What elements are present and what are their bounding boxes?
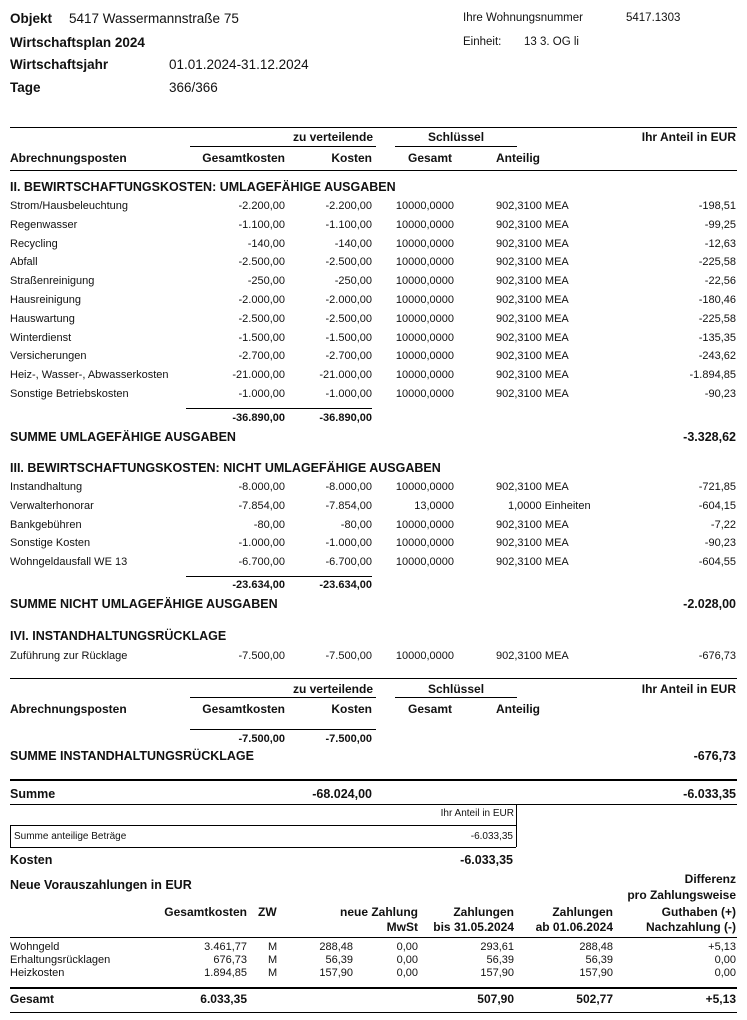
vz-total-label: Gesamt [10,992,55,1006]
page-bottom-rule [10,1012,737,1013]
anteil-box-left-rule [10,825,11,847]
wohnungsnummer-value: 5417.1303 [626,12,681,24]
vz-row-mwst: 0,00 [396,954,418,966]
row-schluessel-gesamt: 13,0000 [414,499,454,512]
section-2-title: II. BEWIRTSCHAFTUNGSKOSTEN: UMLAGEFÄHIGE AUSGABEN [10,180,396,194]
row-schluessel-gesamt: 10000,0000 [395,537,454,550]
col-gesamtkosten: Gesamtkosten [202,151,285,165]
vz-row-name: Erhaltungsrücklagen [10,954,111,966]
row-name: Wohngeldausfall WE 13 [10,556,128,569]
section-4-sub-gesamt: -7.500,00 [238,733,285,745]
row-ihr-anteil: -7,22 [710,518,736,531]
row-schluessel-anteilig: 902,3100 MEA [496,331,569,344]
col-vz-zahlungen-ab: Zahlungen [552,905,613,919]
vz-row-zahlungen-bis: 293,61 [480,941,514,953]
table2-col-kosten: Kosten [331,702,372,716]
row-schluessel-gesamt: 10000,0000 [395,237,454,250]
section-4-row-anteil: -676,73 [698,650,736,662]
section-2-sub-kosten: -36.890,00 [319,412,372,424]
summe-anteil: -6.033,35 [683,787,736,801]
summe-rule [10,779,737,781]
row-name: Hausreinigung [10,294,81,306]
row-schluessel-anteilig: 902,3100 MEA [496,256,569,269]
row-schluessel-gesamt: 10000,0000 [395,518,454,531]
row-gesamtkosten: -8.000,00 [238,481,285,493]
col-anteilig: Anteilig [496,151,540,165]
zu-verteilende-rule [190,146,376,147]
row-gesamtkosten: -21.000,00 [232,369,285,382]
table2-col-zu-verteilende: zu verteilende [292,682,373,696]
vz-row-zw: M [268,967,278,979]
row-ihr-anteil: -604,15 [698,499,736,512]
row-schluessel-anteilig: 902,3100 MEA [496,237,569,250]
vz-row-differenz: 0,00 [714,967,736,979]
section-3-title: III. BEWIRTSCHAFTUNGSKOSTEN: NICHT UMLAGEFÄHIGE AUSGABEN [10,461,441,475]
row-name: Verwalterhonorar [10,499,94,512]
section-3-sub-gesamt: -23.634,00 [232,579,285,591]
vz-row-zw: M [268,954,278,966]
vz-total-diff: +5,13 [705,992,736,1006]
row-name: Versicherungen [10,350,87,363]
row-gesamtkosten: -6.700,00 [238,556,285,569]
row-name: Sonstige Kosten [10,537,91,550]
einheit-value: 13 3. OG li [524,36,579,48]
vz-row-name: Heizkosten [10,967,65,979]
row-name: Sonstige Betriebskosten [10,388,129,400]
section-3-summe-label: SUMME NICHT UMLAGEFÄHIGE AUSGABEN [10,597,278,611]
row-name: Heiz-, Wasser-, Abwasserkosten [10,369,169,382]
section-4-sub-kosten: -7.500,00 [325,733,372,745]
row-gesamtkosten: -140,00 [247,237,285,250]
row-gesamtkosten: -2.700,00 [238,350,285,363]
vz-row-differenz: 0,00 [714,954,736,966]
vz-row-neue-zahlung: 56,39 [325,954,353,966]
schluessel-rule [395,146,517,147]
table2-col-ihr-anteil: Ihr Anteil in EUR [641,682,736,696]
table2-col-gesamtkosten: Gesamtkosten [202,702,285,716]
col-vz-mwst: MwSt [386,920,418,934]
vz-row-mwst: 0,00 [396,941,418,953]
row-schluessel-gesamt: 10000,0000 [395,481,454,493]
section-4-row-sa: 902,3100 MEA [496,650,569,662]
summe-label: Summe [10,787,56,801]
vz-total-gesamtkosten: 6.033,35 [200,992,247,1006]
row-kosten: -21.000,00 [319,369,372,382]
table2-schluessel-rule [395,697,517,698]
row-name: Bankgebühren [10,518,82,531]
vz-total-ab: 502,77 [576,992,613,1006]
col-gesamt: Gesamt [408,151,453,165]
row-schluessel-gesamt: 10000,0000 [395,369,454,382]
plan-title: Wirtschaftsplan 2024 [10,35,145,50]
row-gesamtkosten: -2.500,00 [238,312,285,325]
row-schluessel-gesamt: 10000,0000 [395,388,454,400]
section-3-summe-value: -2.028,00 [683,597,736,611]
col-vz-bis-datum: bis 31.05.2024 [433,920,514,934]
col-ihr-anteil: Ihr Anteil in EUR [641,130,736,144]
section-2-sub-gesamt: -36.890,00 [232,412,285,424]
col-vz-neue-zahlung: neue Zahlung [340,905,418,919]
row-schluessel-gesamt: 10000,0000 [395,256,454,269]
row-kosten: -1.000,00 [325,537,372,550]
row-schluessel-anteilig: 902,3100 MEA [496,537,569,550]
row-ihr-anteil: -90,23 [704,537,736,550]
row-gesamtkosten: -7.854,00 [238,499,285,512]
section-3-subtotal-rule [186,576,372,577]
row-name: Straßenreinigung [10,275,95,288]
row-name: Instandhaltung [10,481,83,493]
vz-header-rule [10,937,737,938]
table2-top-rule [10,678,737,679]
row-ihr-anteil: -198,51 [698,200,736,212]
section-4-title: IVI. INSTANDHALTUNGSRÜCKLAGE [10,629,227,643]
vz-row-zahlungen-bis: 157,90 [480,967,514,979]
row-gesamtkosten: -80,00 [253,518,285,531]
row-schluessel-anteilig: 902,3100 MEA [496,556,569,569]
row-schluessel-anteilig: 902,3100 MEA [496,369,569,382]
row-ihr-anteil: -180,46 [698,294,736,306]
table2-zu-verteilende-rule [190,697,376,698]
anteil-box-bottom-rule [10,847,516,848]
table-top-rule [10,127,737,128]
row-gesamtkosten: -1.000,00 [238,388,285,400]
row-ihr-anteil: -90,23 [704,388,736,400]
vz-row-gesamtkosten: 3.461,77 [204,941,247,953]
row-schluessel-anteilig: 902,3100 MEA [496,275,569,288]
vz-row-zahlungen-ab: 56,39 [585,954,613,966]
kosten-value: -6.033,35 [460,853,513,867]
row-ihr-anteil: -604,55 [698,556,736,569]
vz-total-rule [10,987,737,989]
row-ihr-anteil: -225,58 [698,312,736,325]
section-4-subtotal-rule [190,729,376,730]
row-schluessel-anteilig: 902,3100 MEA [496,312,569,325]
col-vz-ab-datum: ab 01.06.2024 [535,920,613,934]
row-kosten: -6.700,00 [325,556,372,569]
row-schluessel-gesamt: 10000,0000 [395,218,454,231]
vz-row-gesamtkosten: 1.894,85 [204,967,247,979]
row-schluessel-gesamt: 10000,0000 [395,556,454,569]
section-4-row-gesamt: -7.500,00 [238,650,285,662]
col-schluessel: Schlüssel [428,130,485,144]
row-schluessel-anteilig: 1,0000 Einheiten [508,499,591,512]
section-2-subtotal-rule [186,408,372,409]
vz-total-bis: 507,90 [477,992,514,1006]
row-schluessel-anteilig: 902,3100 MEA [496,518,569,531]
row-schluessel-anteilig: 902,3100 MEA [496,481,569,493]
table2-col-anteilig: Anteilig [496,702,540,716]
row-kosten: -2.200,00 [325,200,372,212]
row-kosten: -2.500,00 [325,256,372,269]
col-nachzahlung: Nachzahlung (-) [646,920,736,934]
section-2-summe-value: -3.328,62 [683,430,736,444]
vz-row-zw: M [268,941,278,953]
kosten-label: Kosten [10,853,53,867]
section-4-summe-label: SUMME INSTANDHALTUNGSRÜCKLAGE [10,749,254,763]
section-4-row-kosten: -7.500,00 [325,650,372,662]
col-differenz: Differenz [684,872,736,886]
wohnungsnummer-label: Ihre Wohnungsnummer [463,12,583,24]
vz-row-neue-zahlung: 157,90 [319,967,353,979]
row-name: Winterdienst [10,331,72,344]
vz-row-neue-zahlung: 288,48 [319,941,353,953]
row-ihr-anteil: -12,63 [704,237,736,250]
row-ihr-anteil: -1.894,85 [689,369,736,382]
col-vz-zw: ZW [258,905,277,919]
col-kosten: Kosten [331,151,372,165]
row-schluessel-anteilig: 902,3100 MEA [496,294,569,306]
row-ihr-anteil: -135,35 [698,331,736,344]
row-schluessel-gesamt: 10000,0000 [395,275,454,288]
objekt-label: Objekt [10,11,53,26]
row-kosten: -1.000,00 [325,388,372,400]
row-kosten: -2.000,00 [325,294,372,306]
row-name: Abfall [10,256,38,269]
row-name: Recycling [10,237,58,250]
row-schluessel-gesamt: 10000,0000 [395,331,454,344]
row-name: Hauswartung [10,312,75,325]
vorauszahlungen-title: Neue Vorauszahlungen in EUR [10,878,192,892]
vz-row-gesamtkosten: 676,73 [213,954,247,966]
section-4-row-sg: 10000,0000 [395,650,454,662]
row-schluessel-gesamt: 10000,0000 [395,350,454,363]
table-header-rule [10,170,737,171]
row-gesamtkosten: -2.000,00 [238,294,285,306]
row-gesamtkosten: -250,00 [247,275,285,288]
row-kosten: -2.700,00 [325,350,372,363]
anteil-box-header: Ihr Anteil in EUR [440,808,514,819]
row-gesamtkosten: -2.500,00 [238,256,285,269]
vz-row-name: Wohngeld [10,941,60,953]
row-name: Regenwasser [10,218,78,231]
row-schluessel-gesamt: 10000,0000 [395,294,454,306]
tage-label: Tage [10,80,41,95]
einheit-label: Einheit: [463,36,502,48]
section-4-row-name: Zuführung zur Rücklage [10,650,128,662]
col-abrechnungsposten: Abrechnungsposten [10,151,127,165]
anteil-box-right-rule [516,804,517,847]
row-ihr-anteil: -225,58 [698,256,736,269]
row-ihr-anteil: -22,56 [704,275,736,288]
row-gesamtkosten: -2.200,00 [238,200,285,212]
col-pro-zahlungsweise: pro Zahlungsweise [627,888,736,902]
col-vz-zahlungen-bis: Zahlungen [453,905,514,919]
summe-kosten: -68.024,00 [312,787,372,801]
col-guthaben: Guthaben (+) [661,905,736,919]
vz-row-zahlungen-ab: 288,48 [579,941,613,953]
section-2-summe-label: SUMME UMLAGEFÄHIGE AUSGABEN [10,430,236,444]
row-kosten: -1.100,00 [325,218,372,231]
row-name: Strom/Hausbeleuchtung [10,200,129,212]
row-schluessel-gesamt: 10000,0000 [395,312,454,325]
anteil-box-row-label: Summe anteilige Beträge [14,831,127,842]
row-schluessel-anteilig: 902,3100 MEA [496,388,569,400]
anteil-box-top-rule [10,825,516,826]
row-schluessel-anteilig: 902,3100 MEA [496,218,569,231]
col-zu-verteilende: zu verteilende [292,130,373,144]
row-schluessel-anteilig: 902,3100 MEA [496,350,569,363]
row-kosten: -7.854,00 [325,499,372,512]
row-schluessel-gesamt: 10000,0000 [395,200,454,212]
row-schluessel-anteilig: 902,3100 MEA [496,200,569,212]
row-kosten: -250,00 [334,275,372,288]
col-vz-gesamtkosten: Gesamtkosten [164,905,247,919]
row-ihr-anteil: -721,85 [698,481,736,493]
vz-row-differenz: +5,13 [708,941,736,953]
row-ihr-anteil: -99,25 [704,218,736,231]
row-kosten: -2.500,00 [325,312,372,325]
table2-col-abrechnungsposten: Abrechnungsposten [10,702,127,716]
row-kosten: -8.000,00 [325,481,372,493]
table2-col-gesamt: Gesamt [408,702,453,716]
row-gesamtkosten: -1.100,00 [238,218,285,231]
vz-row-mwst: 0,00 [396,967,418,979]
row-kosten: -1.500,00 [325,331,372,344]
row-gesamtkosten: -1.500,00 [238,331,285,344]
table2-col-schluessel: Schlüssel [428,682,485,696]
wirtschaftsjahr-label: Wirtschaftsjahr [10,57,109,72]
vz-row-zahlungen-bis: 56,39 [486,954,514,966]
wirtschaftsjahr-value: 01.01.2024-31.12.2024 [169,57,309,72]
section-3-sub-kosten: -23.634,00 [319,579,372,591]
tage-value: 366/366 [169,80,218,95]
row-kosten: -140,00 [334,237,372,250]
row-ihr-anteil: -243,62 [698,350,736,363]
section-4-summe-value: -676,73 [693,749,736,763]
anteil-box-row-value: -6.033,35 [470,831,513,842]
vz-row-zahlungen-ab: 157,90 [579,967,613,979]
summe-bottom-rule [10,804,737,805]
row-gesamtkosten: -1.000,00 [238,537,285,550]
row-kosten: -80,00 [340,518,372,531]
objekt-value: 5417 Wassermannstraße 75 [69,11,239,26]
